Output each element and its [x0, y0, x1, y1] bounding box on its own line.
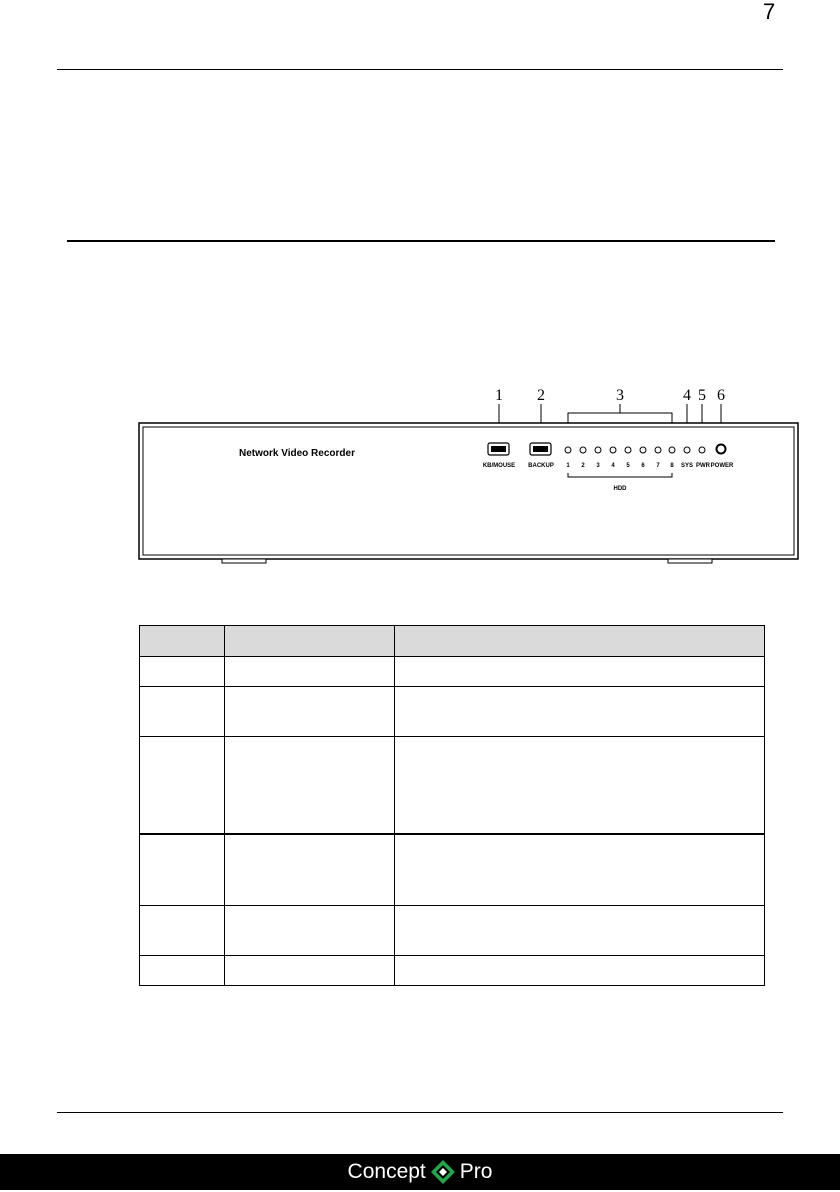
table-cell [140, 834, 225, 906]
hdd-number-3: 3 [596, 463, 600, 469]
table-cell [395, 834, 765, 906]
footer-bar [0, 1154, 840, 1190]
table-cell [225, 906, 395, 956]
table-row [140, 657, 765, 687]
spec-table [139, 625, 765, 986]
table-cell [140, 956, 225, 986]
hdd-number-1: 1 [566, 463, 570, 469]
table-cell [225, 737, 395, 834]
hdd-led-5 [625, 447, 631, 453]
hdd-number-2: 2 [581, 463, 585, 469]
sys-label: SYS [680, 463, 694, 469]
brand-logo [0, 1159, 840, 1185]
table-cell [225, 657, 395, 687]
nvr-front-panel-figure [138, 385, 800, 565]
hdd-led-6 [640, 447, 646, 453]
power-button [717, 445, 726, 454]
table-cell [395, 737, 765, 834]
brand-name-left: Concept [347, 1160, 426, 1183]
callout-5: 5 [698, 387, 706, 404]
hdd-led-1 [565, 447, 571, 453]
nvr-foot-right [668, 559, 712, 563]
hdd-number-4: 4 [611, 463, 615, 469]
hdd-number-5: 5 [626, 463, 630, 469]
power-label: POWER [710, 463, 734, 469]
table-row [140, 834, 765, 906]
hdd-led-2 [580, 447, 586, 453]
brand-name-right: Pro [459, 1160, 493, 1183]
sys-led [684, 447, 690, 453]
callout-3: 3 [616, 387, 624, 404]
table-row [140, 956, 765, 986]
table-cell [140, 737, 225, 834]
callout-1: 1 [495, 387, 503, 404]
kb-mouse-label: KB/MOUSE [482, 463, 516, 469]
callout-2: 2 [537, 387, 545, 404]
pwr-label: PWR [696, 463, 710, 469]
diamond-logo-icon [430, 1159, 456, 1185]
hdd-number-8: 8 [670, 463, 674, 469]
callout-6: 6 [717, 387, 725, 404]
header-cell [225, 626, 395, 657]
table-cell [395, 687, 765, 737]
table-cell [140, 687, 225, 737]
pwr-led [699, 447, 705, 453]
header-cell [140, 626, 225, 657]
table-cell [140, 657, 225, 687]
device-label: Network Video Recorder [239, 448, 355, 459]
footer-rule [57, 1112, 783, 1113]
nvr-foot-left [222, 559, 266, 563]
header-rule [57, 69, 783, 70]
table-cell [140, 906, 225, 956]
table-cell [225, 834, 395, 906]
table-cell [395, 906, 765, 956]
hdd-led-4 [610, 447, 616, 453]
hdd-number-6: 6 [641, 463, 645, 469]
hdd-led-8 [669, 447, 675, 453]
table-row [140, 906, 765, 956]
table-header-row [140, 626, 765, 657]
table-row [140, 737, 765, 834]
header-cell [395, 626, 765, 657]
table-cell [225, 956, 395, 986]
table-cell [395, 956, 765, 986]
page-number: 7 [763, 0, 776, 24]
usb-port-kb-mouse [488, 443, 509, 455]
usb-port-backup [530, 443, 551, 455]
backup-label: BACKUP [528, 463, 554, 469]
table-row [140, 687, 765, 737]
hdd-number-7: 7 [656, 463, 660, 469]
callout-4: 4 [683, 387, 691, 404]
hdd-label: HDD [613, 486, 627, 492]
hdd-led-7 [655, 447, 661, 453]
nvr-chassis [139, 423, 798, 559]
section-rule [67, 240, 775, 242]
table-cell [225, 687, 395, 737]
hdd-led-3 [595, 447, 601, 453]
nvr-front-panel-drawing [138, 385, 800, 565]
table-cell [395, 657, 765, 687]
